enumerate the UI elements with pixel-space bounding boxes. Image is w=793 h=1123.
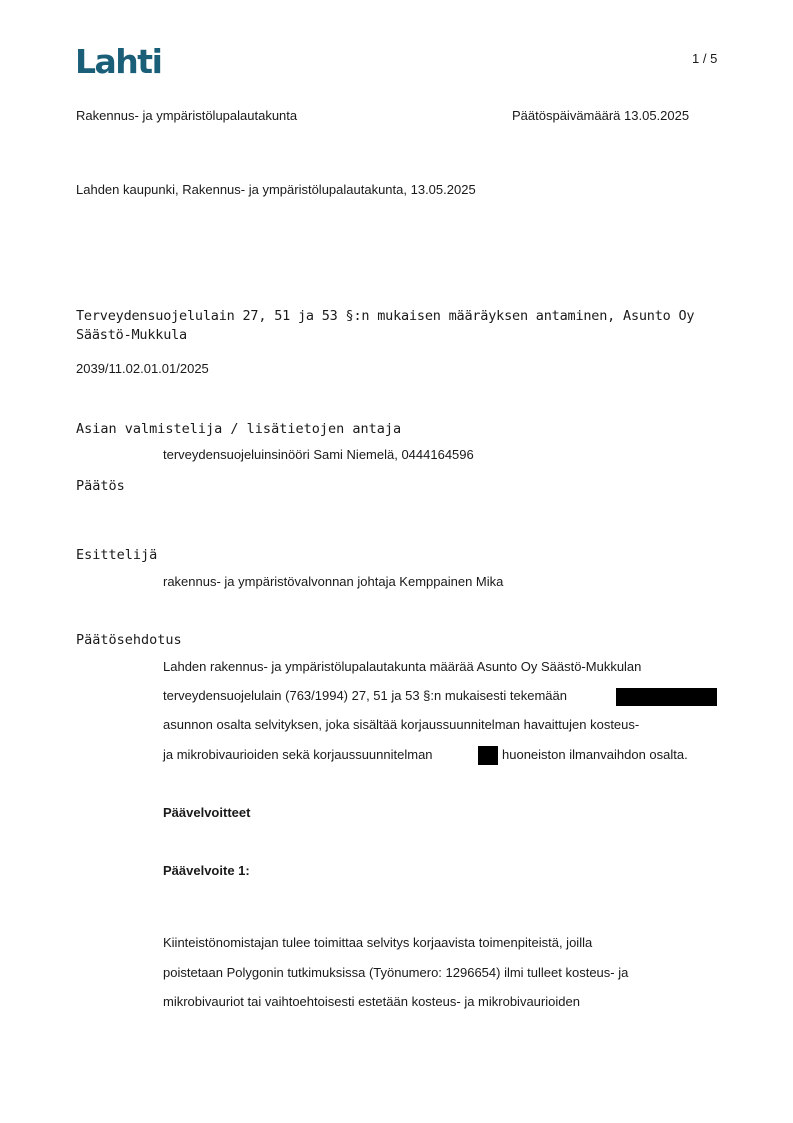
committee-name: Rakennus- ja ympäristölupalautakunta	[76, 108, 298, 123]
main-obligations-heading: Päävelvoitteet	[163, 805, 251, 820]
presenter-heading: Esittelijä	[76, 547, 158, 563]
case-number: 2039/11.02.01.01/2025	[76, 361, 209, 376]
title-line-2: Säästö-Mukkula	[76, 327, 187, 343]
proposal-line-2: terveydensuojelulain (763/1994) 27, 51 ja 53 §:n mukaisesti tekemään	[163, 688, 567, 703]
subheader: Lahden kaupunki, Rakennus- ja ympäristölupalautakunta, 13.05.2025	[76, 182, 476, 197]
proposal-line-3: asunnon osalta selvityksen, joka sisältää korjaussuunnitelman havaittujen kosteus-	[163, 717, 640, 732]
presenter-value: rakennus- ja ympäristövalvonnan johtaja Kemppainen Mika	[163, 574, 504, 589]
decision-heading: Päätös	[76, 478, 125, 494]
redaction-block	[616, 688, 717, 706]
paragraph-line-2: poistetaan Polygonin tutkimuksissa (Työnumero: 1296654) ilmi tulleet kosteus- ja	[163, 965, 629, 980]
decision-date: Päätöspäivämäärä 13.05.2025	[512, 108, 690, 123]
proposal-line-4a: ja mikrobivaurioiden sekä korjaussuunnitelman	[163, 747, 433, 762]
page-number: 1 / 5	[692, 51, 718, 66]
proposal-line-1: Lahden rakennus- ja ympäristölupalautakunta määrää Asunto Oy Säästö-Mukkulan	[163, 659, 642, 674]
redaction-block	[478, 746, 498, 765]
lahti-logo: Lahti	[75, 42, 162, 81]
proposal-line-4b: huoneiston ilmanvaihdon osalta.	[502, 747, 688, 762]
preparer-heading: Asian valmistelija / lisätietojen antaja	[76, 421, 402, 437]
title-line-1: Terveydensuojelulain 27, 51 ja 53 §:n mukaisen määräyksen antaminen, Asunto Oy	[76, 308, 695, 324]
paragraph-line-1: Kiinteistönomistajan tulee toimittaa selvitys korjaavista toimenpiteistä, joilla	[163, 935, 593, 950]
obligation-1-heading: Päävelvoite 1:	[163, 863, 250, 878]
paragraph-line-3: mikrobivauriot tai vaihtoehtoisesti estetään kosteus- ja mikrobivaurioiden	[163, 994, 580, 1009]
preparer-value: terveydensuojeluinsinööri Sami Niemelä, 0444164596	[163, 447, 474, 462]
proposal-heading: Päätösehdotus	[76, 632, 182, 648]
